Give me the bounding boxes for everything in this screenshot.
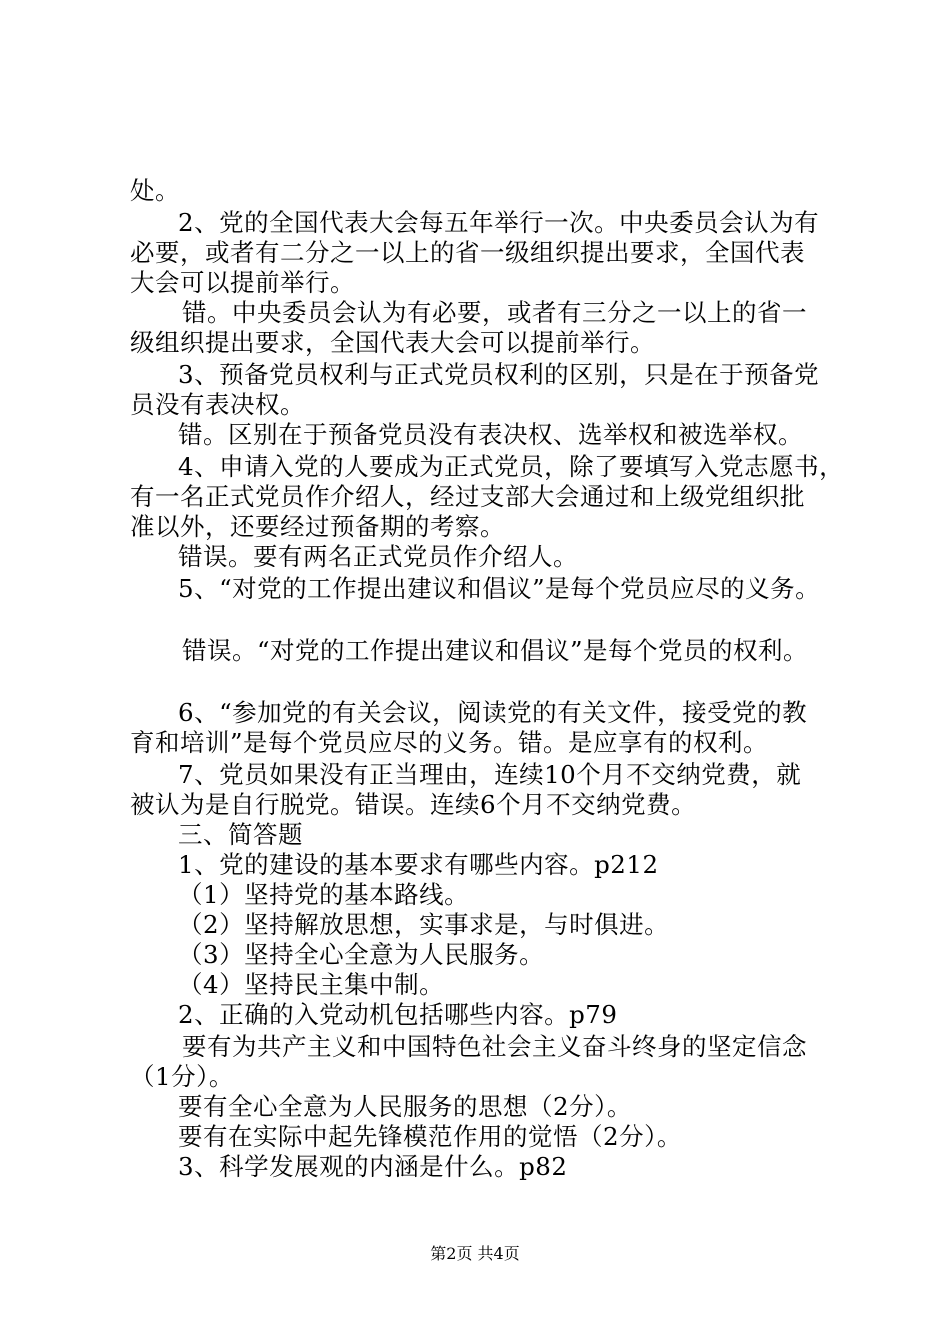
text-line: 要有为共产主义和中国特色社会主义奋斗终身的坚定信念 <box>182 1032 807 1061</box>
text-line: 被认为是自行脱党。错误。连续6个月不交纳党费。 <box>130 790 697 819</box>
text-line: 要有在实际中起先锋模范作用的觉悟（2分）。 <box>178 1122 682 1151</box>
text-line: 准以外，还要经过预备期的考察。 <box>130 512 505 541</box>
list-item: （3）坚持全心全意为人民服务。 <box>178 940 545 969</box>
text-line: 2、正确的入党动机包括哪些内容。p79 <box>178 1000 618 1029</box>
text-line: 必要，或者有二分之一以上的省一级组织提出要求，全国代表 <box>130 238 805 267</box>
text-line: 4、申请入党的人要成为正式党员，除了要填写入党志愿书， <box>178 452 845 481</box>
text-line: 错。区别在于预备党员没有表决权、选举权和被选举权。 <box>178 420 803 449</box>
list-item: （4）坚持民主集中制。 <box>178 970 445 999</box>
text-line: 育和培训”是每个党员应尽的义务。错。是应享有的权利。 <box>130 728 769 757</box>
list-item: （2）坚持解放思想，实事求是，与时俱进。 <box>178 910 670 939</box>
text-line: 员没有表决权。 <box>130 390 305 419</box>
text-line: 1、党的建设的基本要求有哪些内容。p212 <box>178 850 659 879</box>
text-line: 错。中央委员会认为有必要，或者有三分之一以上的省一 <box>182 298 807 327</box>
list-item: （1）坚持党的基本路线。 <box>178 880 470 909</box>
text-line: 级组织提出要求，全国代表大会可以提前举行。 <box>130 328 655 357</box>
text-line: 大会可以提前举行。 <box>130 268 355 297</box>
text-line: 错误。“对党的工作提出建议和倡议”是每个党员的权利。 <box>182 636 809 665</box>
text-line: 3、科学发展观的内涵是什么。p82 <box>178 1152 568 1181</box>
text-line: 处。 <box>130 176 180 205</box>
text-line: 有一名正式党员作介绍人，经过支部大会通过和上级党组织批 <box>130 482 805 511</box>
text-line: 5、“对党的工作提出建议和倡议”是每个党员应尽的义务。 <box>178 574 821 603</box>
text-line: 要有全心全意为人民服务的思想（2分）。 <box>178 1092 632 1121</box>
text-line: 3、预备党员权利与正式党员权利的区别，只是在于预备党 <box>178 360 820 389</box>
text-line: 2、党的全国代表大会每五年举行一次。中央委员会认为有 <box>178 208 820 237</box>
text-line: 错误。要有两名正式党员作介绍人。 <box>178 542 578 571</box>
section-heading: 三、简答题 <box>178 820 303 849</box>
page-number-footer: 第2页 共4页 <box>430 1244 520 1263</box>
text-line: 7、党员如果没有正当理由，连续10个月不交纳党费，就 <box>178 760 802 789</box>
text-line: （1分）。 <box>130 1062 234 1091</box>
text-line: 6、“参加党的有关会议，阅读党的有关文件，接受党的教 <box>178 698 808 727</box>
